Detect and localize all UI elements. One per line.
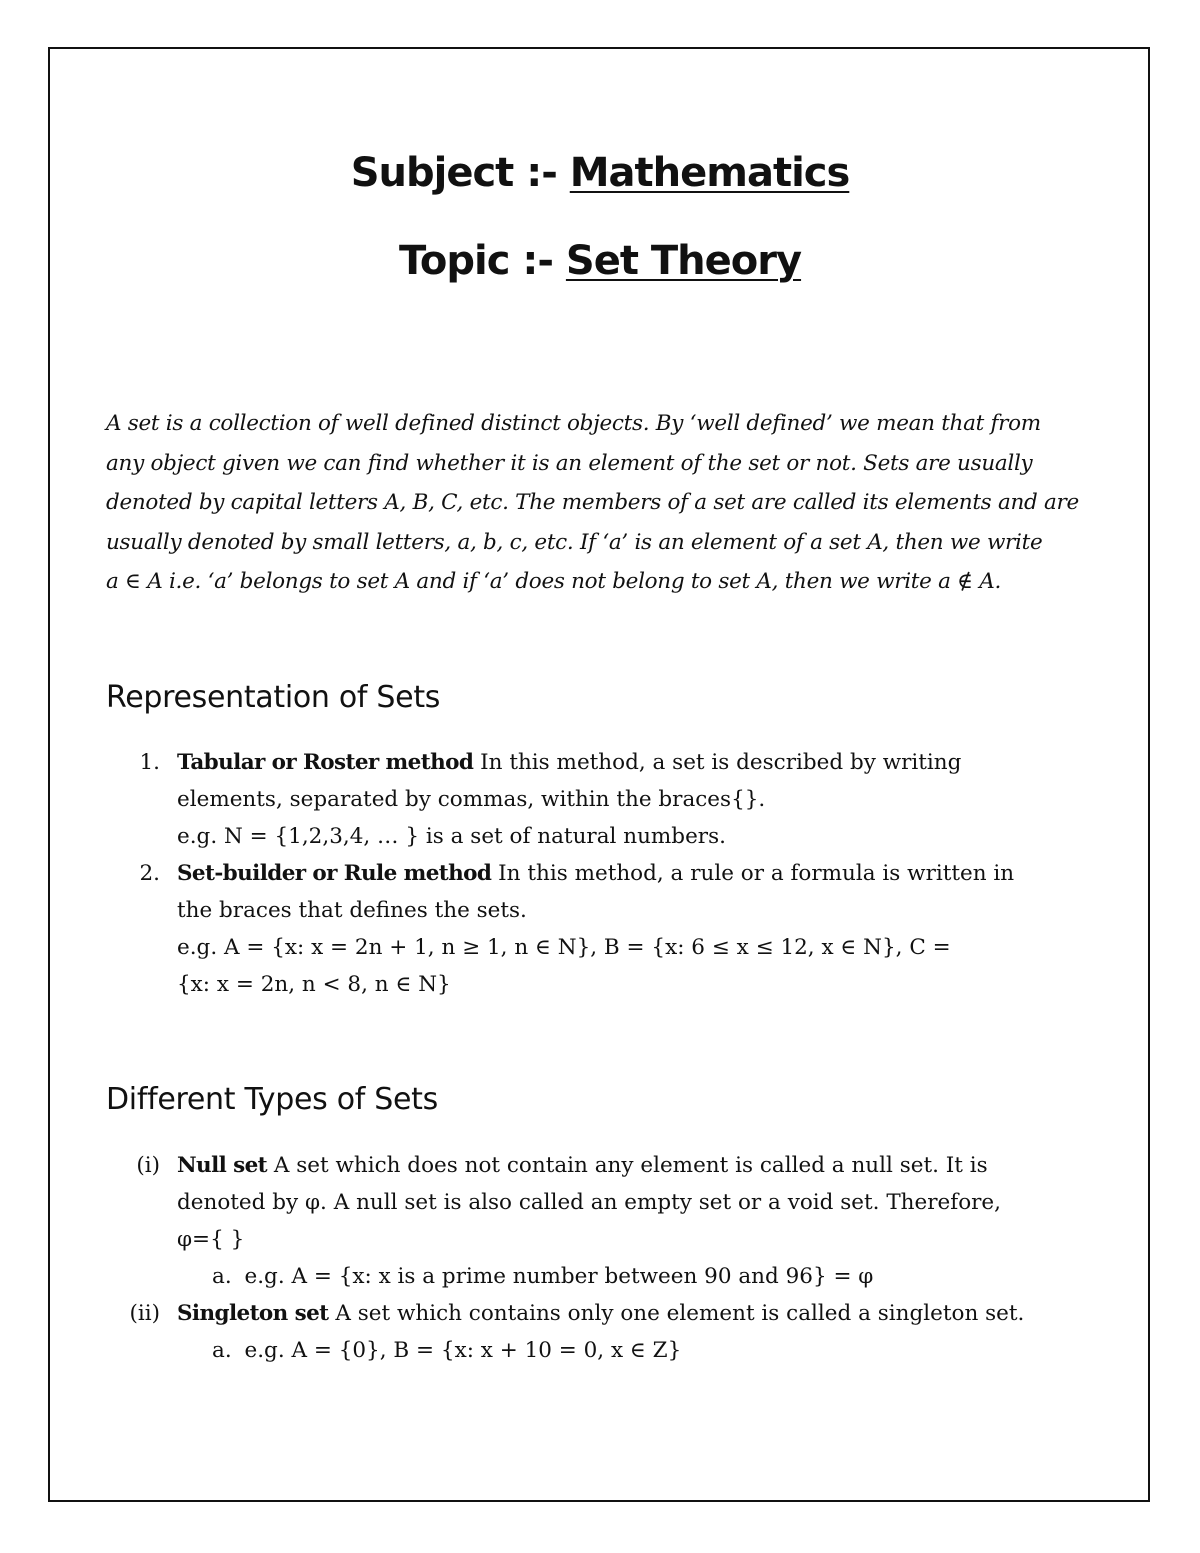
item-text: elements, separated by commas, within the braces{}. <box>177 787 766 812</box>
intro-line: A set is a collection of well defined distinct objects. By ‘well defined’ we mean that from <box>106 411 1041 436</box>
sub-item-marker: a. <box>212 1338 232 1363</box>
list-item <box>177 855 1014 1003</box>
item-text: A set which contains only one element is called a singleton set. <box>328 1301 1025 1326</box>
subject-prefix: Subject :- <box>350 150 570 196</box>
item-example: {x: x = 2n, n < 8, n ∈ N} <box>177 972 451 997</box>
list-item <box>177 1147 1001 1258</box>
intro-line: a ∈ A i.e. ‘a’ belongs to set A and if ‘a’ does not belong to set A, then we write a ∉ A. <box>106 569 1002 594</box>
item-number: (i) <box>136 1153 160 1178</box>
item-term: Set-builder or Rule method <box>177 861 492 886</box>
topic-prefix: Topic :- <box>398 238 566 284</box>
item-number: 2. <box>139 861 160 886</box>
item-example: e.g. N = {1,2,3,4, … } is a set of natural numbers. <box>177 824 726 849</box>
item-number: (ii) <box>129 1301 160 1326</box>
intro-line: usually denoted by small letters, a, b, c, etc. If ‘a’ is an element of a set A, then we write <box>106 529 1043 555</box>
item-term: Singleton set <box>177 1301 329 1326</box>
item-text: A set which does not contain any element is called a null set. It is <box>267 1153 988 1178</box>
subject-value: Mathematics <box>569 150 850 196</box>
sub-list-item <box>212 1258 873 1295</box>
item-term: Null set <box>177 1153 268 1178</box>
item-text: the braces that defines the sets. <box>177 898 527 923</box>
item-term: Tabular or Roster method <box>177 750 474 775</box>
sub-list-item <box>212 1332 681 1369</box>
subject-title <box>0 150 1200 196</box>
item-text: φ={ } <box>177 1227 245 1252</box>
intro-line: any object given we can find whether it is an element of the set or not. Sets are usually <box>106 450 1033 476</box>
item-number: 1. <box>139 750 160 775</box>
representation-heading: Representation of Sets <box>106 680 441 715</box>
item-text: In this method, a set is described by writing <box>473 750 962 775</box>
list-item <box>177 1295 1024 1332</box>
sub-item-example: e.g. A = {0}, B = {x: x + 10 = 0, x ∈ Z} <box>244 1338 682 1363</box>
sub-item-marker: a. <box>212 1264 232 1289</box>
intro-line: denoted by capital letters A, B, C, etc. The members of a set are called its elements and are <box>106 490 1079 515</box>
types-heading: Different Types of Sets <box>106 1082 438 1117</box>
topic-value: Set Theory <box>565 238 802 284</box>
item-text: In this method, a rule or a formula is written in <box>491 861 1015 886</box>
item-example: e.g. A = {x: x = 2n + 1, n ≥ 1, n ∈ N}, B = {x: 6 ≤ x ≤ 12, x ∈ N}, C = <box>177 935 951 960</box>
list-item <box>177 744 961 855</box>
intro-paragraph <box>106 404 1096 602</box>
item-text: denoted by φ. A null set is also called an empty set or a void set. Therefore, <box>177 1190 1001 1215</box>
topic-title <box>0 238 1200 284</box>
sub-item-example: e.g. A = {x: x is a prime number between 90 and 96} = φ <box>244 1264 874 1289</box>
